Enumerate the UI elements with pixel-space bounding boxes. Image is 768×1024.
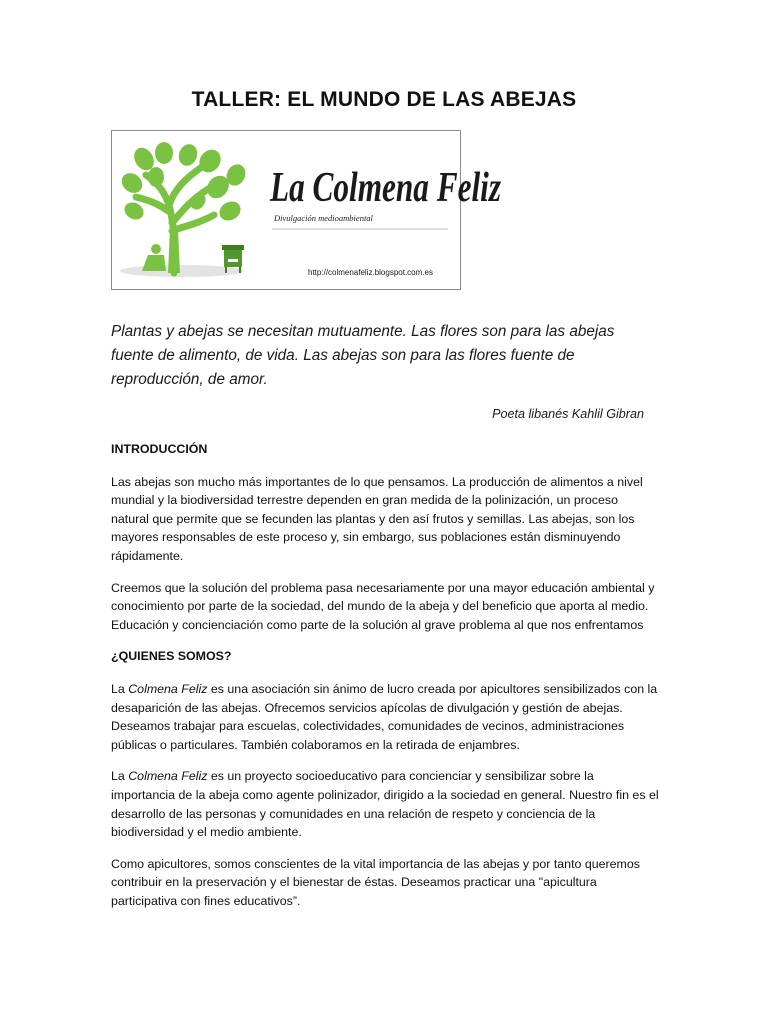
paragraph-about-2-pre: La <box>111 769 129 784</box>
logo-name: La Colmena Feliz <box>270 164 502 212</box>
paragraph-intro-1: Las abejas son mucho más importantes de lo que pensamos. La producción de alimentos a nivel mundial y la biodiversidad terrestre dependen en gran medida de la polinización, un proceso natural que permite que se fecunden las plantas y den así frutos y semillas. Las abejas, son los mayores responsables de este proceso y, sin embargo, sus poblaciones están disminuyendo rápidamente. <box>111 474 643 563</box>
paragraph-about-1-post: es una asociación sin ánimo de lucro creada por apicultores sensibilizados con la desaparición de las abejas. Ofrecemos servicios apícolas de divulgación y gestión de abejas. Deseamos trabajar para escuelas, colectividades, comunidades de vecinos, administraciones públicas o particulares. También colaboramos en la retirada de enjambres. <box>111 681 658 752</box>
logo-tagline: Divulgación medioambiental <box>274 213 373 223</box>
logo-url: http://colmenafeliz.blogspot.com.es <box>308 268 433 277</box>
reading-child-icon <box>142 244 166 271</box>
quote-author: Poeta libanés Kahlil Gibran <box>492 407 644 421</box>
paragraph-about-2-em: Colmena Feliz <box>128 769 208 784</box>
section-heading-intro: INTRODUCCIÓN <box>111 442 208 456</box>
page-title: TALLER: EL MUNDO DE LAS ABEJAS <box>191 88 577 111</box>
section-heading-about: ¿QUIENES SOMOS? <box>111 649 232 664</box>
paragraph-intro-2: Creemos que la solución del problema pasa necesariamente por una mayor educación ambiental y conocimiento por parte de la sociedad, del mundo de la abeja y del beneficio que aporta al medio. Educación y concienciación como parte de la solución al grave problema al que nos enfrentamos <box>111 580 655 632</box>
paragraph-about-1 <box>111 680 659 754</box>
paragraph-about-2 <box>111 767 659 841</box>
paragraph-about-1-pre: La <box>111 681 129 696</box>
logo-banner <box>111 130 502 290</box>
paragraph-about-2-post: es un proyecto socioeducativo para concienciar y sensibilizar sobre la importancia de la abeja como agente polinizador, dirigido a la sociedad en general. Nuestro fin es el desarrollo de las personas y comunidades en una relación de respeto y conciencia de la biodiversidad y el medio ambiente. <box>111 769 659 840</box>
document-body <box>111 440 659 923</box>
paragraph-about-3: Como apicultores, somos conscientes de la vital importancia de las abejas y por tanto queremos contribuir en la preservación y el bienestar de éstas. Deseamos practicar una "apicultura participativa con fines educativos”. <box>111 856 640 908</box>
paragraph-about-1-em: Colmena Feliz <box>128 681 208 696</box>
quote-text: Plantas y abejas se necesitan mutuamente. Las flores son para las abejas fuente de alimento, de vida. Las abejas son para las flores fuente de reproducción, de amor. <box>111 323 615 388</box>
